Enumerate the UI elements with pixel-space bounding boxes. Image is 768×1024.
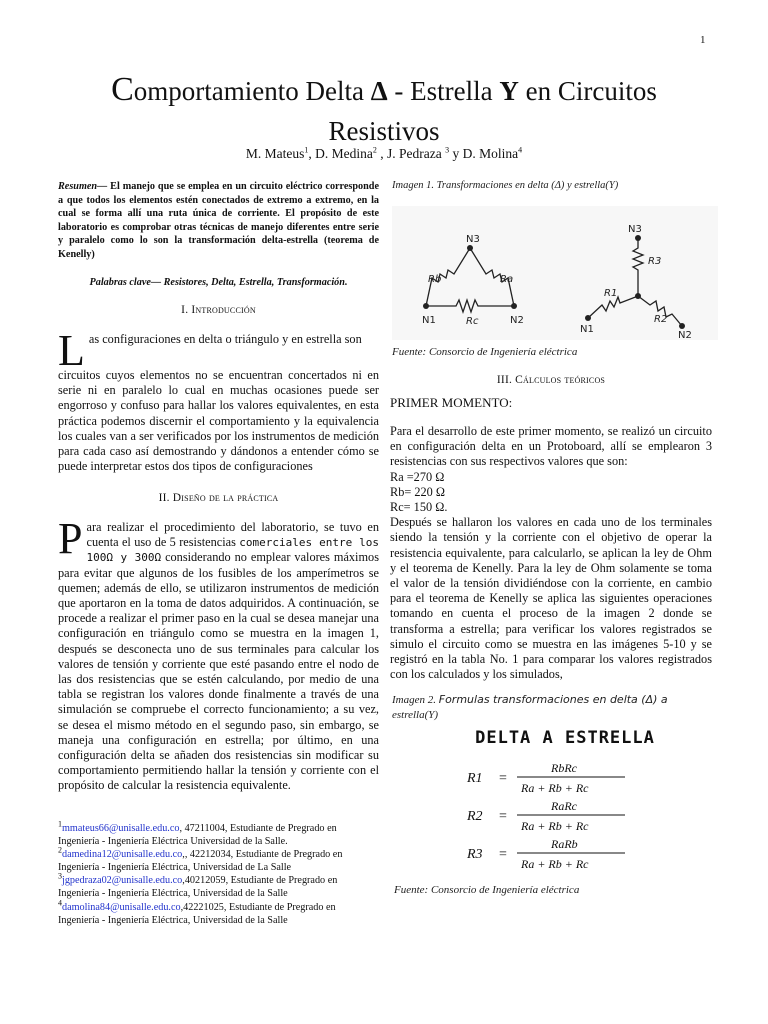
author-2: , D. Medina	[308, 146, 373, 161]
footnote-4-text: ,42221025, Estudiante de Pregrado en Ingeniería - Ingeniería Eléctrica, Universidad de la Salle	[58, 901, 336, 926]
section-2-text-a: ara realizar el procedimiento del laboratorio, se tuvo en cuenta el uso de 5 resistencias	[86, 520, 379, 550]
formulas-title: DELTA A ESTRELLA	[475, 728, 655, 748]
author-4-mark: 4	[518, 145, 523, 155]
formula-r3-num: RaRb	[551, 837, 578, 851]
svg-text:=: =	[499, 847, 507, 862]
formula-r1-num: RbRc	[551, 761, 577, 775]
section-3-para-1: Para el desarrollo de este primer momento, se realizó un circuito en configuración delta en un Protoboard, allí se emplearon 3 resistencias con sus respectivos valores que son:	[390, 424, 712, 469]
star-r2-label: R2	[654, 314, 668, 325]
section-2-mono: comerciales entre los 100Ω y 300Ω	[86, 536, 379, 565]
formula-r2-num: RaRc	[551, 799, 577, 813]
section-1-heading: I. Introducción	[181, 304, 256, 316]
author-3: , J. Pedraza	[376, 146, 446, 161]
figure-2-caption-end: estrella(Y)	[392, 709, 439, 721]
author-2-mark: 2	[372, 145, 377, 155]
section-2-body	[58, 514, 379, 794]
title-part2: - Estrella	[387, 76, 500, 106]
footnote-3-mark: 3	[58, 871, 62, 881]
abstract-text: El manejo que se emplea en un circuito eléctrico corresponde a que todos los elementos estén conectados de extremo a extremo, en la cual se forma allí una ruta única de corriente. El propósito de este laboratorio es comprobar otras técnicas de manejo diferentes entre serie y paralelo como lo son la transformación delta-estrella (teorema de Kenelly)	[58, 181, 379, 260]
footnote-1-text: , 47211004, Estudiante de Pregrado en Ingeniería - Ingeniería Eléctrica Universidad de la Salle.	[58, 823, 337, 848]
footnote-1	[58, 819, 379, 848]
section-1-paragraph: circuitos cuyos elementos no se encuentran concertados ni en serie ni en paralelo lo cual en muchas ocasiones puede ser engorroso y confuso para hallar los valores equivalentes, en esta práctica podemos discernir el comportamiento y la equivalencia los cuales van a ser verificados por los instrumentos de medición para cada caso así demostrando y dándonos a entender cómo se puede interpretar estos dos tipos de configuraciones	[58, 368, 379, 474]
title-part1: omportamiento Delta	[133, 76, 371, 106]
formula-r3-den: Ra + Rb + Rc	[521, 857, 589, 871]
figure-2-caption	[392, 692, 712, 723]
author-3-mark: 3	[445, 145, 450, 155]
author-1-mark: 1	[304, 145, 309, 155]
title-line2: Resistivos	[328, 116, 440, 146]
abstract-label: Resumen—	[58, 181, 108, 192]
author-4: y D. Molina	[449, 146, 519, 161]
figure-1-delta-star	[392, 206, 718, 340]
footnote-3-email[interactable]: jgpedraza02@unisalle.edu.co	[62, 875, 183, 887]
star-n3-label: N3	[628, 224, 642, 235]
delta-star-diagram	[392, 206, 718, 340]
star-n1-label: N1	[580, 324, 594, 335]
footnote-2-mark: 2	[58, 845, 62, 855]
footnote-3	[58, 871, 379, 900]
keywords: Palabras clave— Resistores, Delta, Estrella, Transformación.	[89, 277, 348, 288]
footnote-4	[58, 898, 379, 927]
section-2-heading: II. Diseño de la práctica	[158, 492, 279, 504]
abstract	[58, 180, 379, 262]
figure-2-caption-text: Formulas transformaciones en delta (Δ) a	[438, 693, 668, 706]
footnote-2	[58, 845, 379, 874]
footnote-2-email[interactable]: damedina12@unisalle.edu.co	[62, 849, 183, 861]
delta-n1-label: N1	[422, 315, 436, 326]
section-3-body	[390, 424, 712, 682]
dropcap-l: L	[58, 326, 85, 375]
star-r1-label: R1	[604, 288, 618, 299]
figure-2-caption-label: Imagen 2.	[392, 694, 439, 706]
svg-text:=: =	[499, 809, 507, 824]
figure-1-caption: Imagen 1. Transformaciones en delta (Δ) y estrella(Y)	[392, 180, 619, 191]
footnotes	[58, 819, 379, 927]
value-rc: Rc= 150 Ω.	[390, 500, 448, 515]
star-n2-label: N2	[678, 330, 692, 340]
author-1: M. Mateus	[245, 146, 305, 161]
footnote-4-mark: 4	[58, 898, 62, 908]
paper-title	[40, 70, 728, 151]
section-3-para-2: Después se hallaron los valores en cada uno de los terminales siendo la tensión y la corriente con el objetivo de operar la resistencia equivalente, para calcularlo, se aplican la ley de Ohm y el teorema de Kenelly. Para la ley de Ohm solamente se toma el valor de la tensión dividiéndose con la corriente, en cambio para el teorema de Kenelly se aplica las siguientes operaciones tomando en cuenta el proceso de la imagen 2 donde se transforma a estrella; para verificar los valores registrados se simulo el circuito como se muestra en las imágenes 5-10 y se registró en la tabla No. 1 para comparar los valores registrados con los calculados y los simulados,	[390, 515, 712, 682]
authors	[40, 146, 728, 162]
figure-1-source: Fuente: Consorcio de Ingeniería eléctrica	[392, 346, 578, 358]
value-ra: Ra =270 Ω	[390, 469, 445, 484]
title-y-symbol: Y	[499, 76, 519, 106]
section-3-subheading: PRIMER MOMENTO:	[390, 395, 513, 410]
formula-r1-den: Ra + Rb + Rc	[521, 781, 589, 795]
dropcap-p: P	[58, 514, 83, 563]
delta-rb-label: Rb	[428, 274, 442, 285]
delta-rc-label: Rc	[466, 316, 479, 327]
section-3-heading: III. Cálculos teóricos	[496, 374, 606, 386]
footnote-3-text: ,40212059, Estudiante de Pregrado en Ingeniería - Ingeniería Eléctrica, Universidad de la Salle	[58, 875, 338, 900]
title-part3: en Circuitos	[518, 76, 657, 106]
star-r3-label: R3	[648, 256, 662, 267]
figure-2-formulas	[455, 728, 675, 876]
footnote-2-text: ,, 42212034, Estudiante de Pregrado en Ingeniería - Ingeniería Eléctrica, Universidad de La Salle	[58, 849, 343, 874]
footnote-1-mark: 1	[58, 819, 62, 829]
formula-r3-label: R3	[467, 847, 483, 862]
section-1-first-line: as configuraciones en delta o triángulo y en estrella son	[88, 332, 362, 346]
delta-n2-label: N2	[510, 315, 524, 326]
svg-text:=: =	[499, 771, 507, 786]
title-initial: C	[111, 71, 134, 108]
section-1-body	[58, 326, 379, 474]
delta-n3-label: N3	[466, 234, 480, 245]
section-2-text-b: considerando no emplear valores máximos para evitar que algunos de los fusibles de los amperímetros se quemen; además de ello, se utilizaron instrumentos de medición que aportaron en la toma de datos adquiridos. A continuación, se procede a realizar el primer paso en la cual se desea manejar una configuración en triángulo como se muestra en la imagen 1, después se desconecta uno de sus terminales para calcular los valores de tensión y corriente que esté pasando entre el nodo de las dos resistencias que se estén calculando, por medio de una tabla se registran los valores donde finalmente a través de una simulación se compruebe el correcto funcionamiento; a su vez, se desea el mismo método en el segundo paso, sin embargo, se maneja una configuración en estrella; por último, en una configuración delta se añaden dos resistencias sin modificar su comportamiento permitiendo hallar la tensión y corriente con el propósito de calcular la resistencia equivalente.	[58, 550, 379, 793]
value-rb: Rb= 220 Ω	[390, 484, 446, 499]
formula-r1-label: R1	[467, 771, 483, 786]
delta-ra-label: Ra	[500, 274, 514, 285]
formula-r2-label: R2	[467, 809, 483, 824]
footnote-4-email[interactable]: damolina84@unisalle.edu.co	[62, 901, 181, 913]
formula-r2-den: Ra + Rb + Rc	[521, 819, 589, 833]
title-delta-symbol: Δ	[370, 76, 388, 106]
page-number: 1	[700, 34, 706, 46]
formulas-svg	[455, 754, 675, 876]
figure-2-source: Fuente: Consorcio de Ingeniería eléctrica	[394, 884, 580, 896]
footnote-1-email[interactable]: mmateus66@unisalle.edu.co	[62, 823, 180, 834]
